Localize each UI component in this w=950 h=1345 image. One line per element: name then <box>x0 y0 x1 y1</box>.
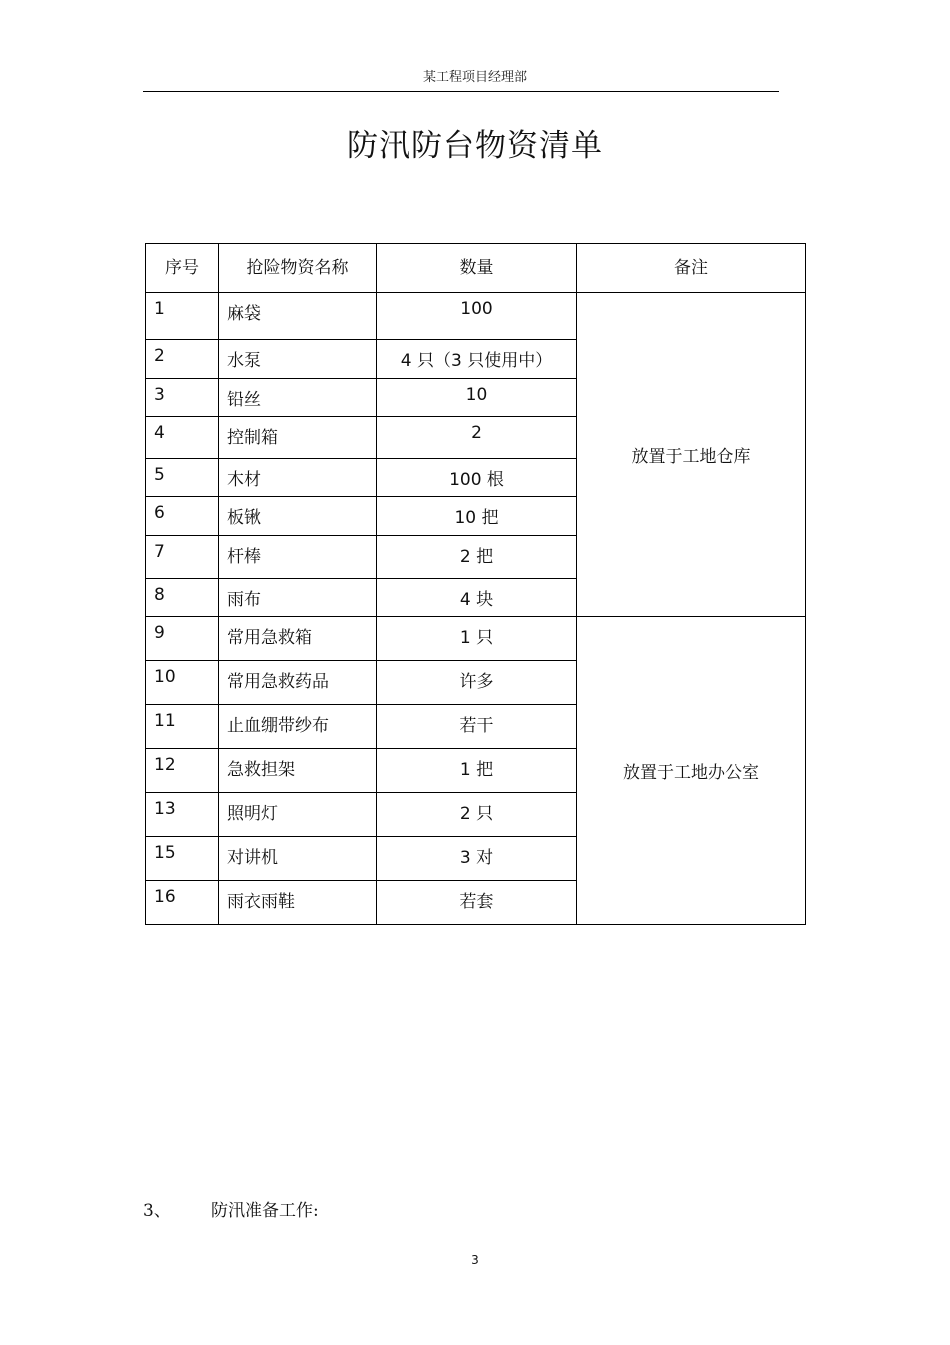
cell-qty: 1 把 <box>377 749 577 793</box>
cell-no: 7 <box>146 536 219 579</box>
cell-qty: 2 把 <box>377 536 577 579</box>
section-number: 3、 <box>143 1201 171 1221</box>
cell-qty: 4 只（3 只使用中） <box>377 340 577 379</box>
page-number: 3 <box>471 1253 479 1267</box>
column-header-qty: 数量 <box>377 244 577 293</box>
column-header-note: 备注 <box>577 244 806 293</box>
cell-name: 止血绷带纱布 <box>219 705 377 749</box>
cell-no: 13 <box>146 793 219 837</box>
cell-qty: 100 <box>377 293 577 340</box>
cell-no: 6 <box>146 497 219 536</box>
page-header: 某工程项目经理部 <box>422 70 527 85</box>
column-header-no: 序号 <box>146 244 219 293</box>
cell-qty: 若套 <box>377 881 577 925</box>
table-row <box>146 617 806 661</box>
cell-no: 9 <box>146 617 219 661</box>
cell-qty: 2 只 <box>377 793 577 837</box>
section-heading <box>143 1196 319 1221</box>
cell-name: 雨衣雨鞋 <box>219 881 377 925</box>
column-header-name: 抢险物资名称 <box>219 244 377 293</box>
header-divider <box>143 91 779 92</box>
cell-no: 1 <box>146 293 219 340</box>
cell-name: 铅丝 <box>219 379 377 417</box>
table-header-row <box>146 244 806 293</box>
cell-no: 5 <box>146 459 219 497</box>
cell-note-office: 放置于工地办公室 <box>577 617 806 925</box>
cell-name: 控制箱 <box>219 417 377 459</box>
cell-name: 雨布 <box>219 579 377 617</box>
cell-name: 对讲机 <box>219 837 377 881</box>
cell-qty: 2 <box>377 417 577 459</box>
cell-no: 8 <box>146 579 219 617</box>
cell-name: 照明灯 <box>219 793 377 837</box>
cell-no: 11 <box>146 705 219 749</box>
cell-no: 3 <box>146 379 219 417</box>
document-title: 防汛防台物资清单 <box>347 128 603 164</box>
inventory-table <box>145 243 806 925</box>
cell-name: 急救担架 <box>219 749 377 793</box>
cell-no: 12 <box>146 749 219 793</box>
cell-qty: 若干 <box>377 705 577 749</box>
cell-name: 板锹 <box>219 497 377 536</box>
cell-no: 16 <box>146 881 219 925</box>
cell-no: 10 <box>146 661 219 705</box>
cell-qty: 3 对 <box>377 837 577 881</box>
table-row <box>146 293 806 340</box>
section-text: 防汛准备工作: <box>211 1201 319 1221</box>
cell-qty: 1 只 <box>377 617 577 661</box>
cell-qty: 100 根 <box>377 459 577 497</box>
cell-note-warehouse: 放置于工地仓库 <box>577 293 806 617</box>
cell-name: 麻袋 <box>219 293 377 340</box>
cell-name: 常用急救箱 <box>219 617 377 661</box>
cell-qty: 10 把 <box>377 497 577 536</box>
cell-name: 水泵 <box>219 340 377 379</box>
cell-qty: 10 <box>377 379 577 417</box>
cell-qty: 4 块 <box>377 579 577 617</box>
cell-qty: 许多 <box>377 661 577 705</box>
cell-no: 4 <box>146 417 219 459</box>
cell-no: 2 <box>146 340 219 379</box>
cell-name: 木材 <box>219 459 377 497</box>
cell-name: 杆棒 <box>219 536 377 579</box>
cell-no: 15 <box>146 837 219 881</box>
cell-name: 常用急救药品 <box>219 661 377 705</box>
